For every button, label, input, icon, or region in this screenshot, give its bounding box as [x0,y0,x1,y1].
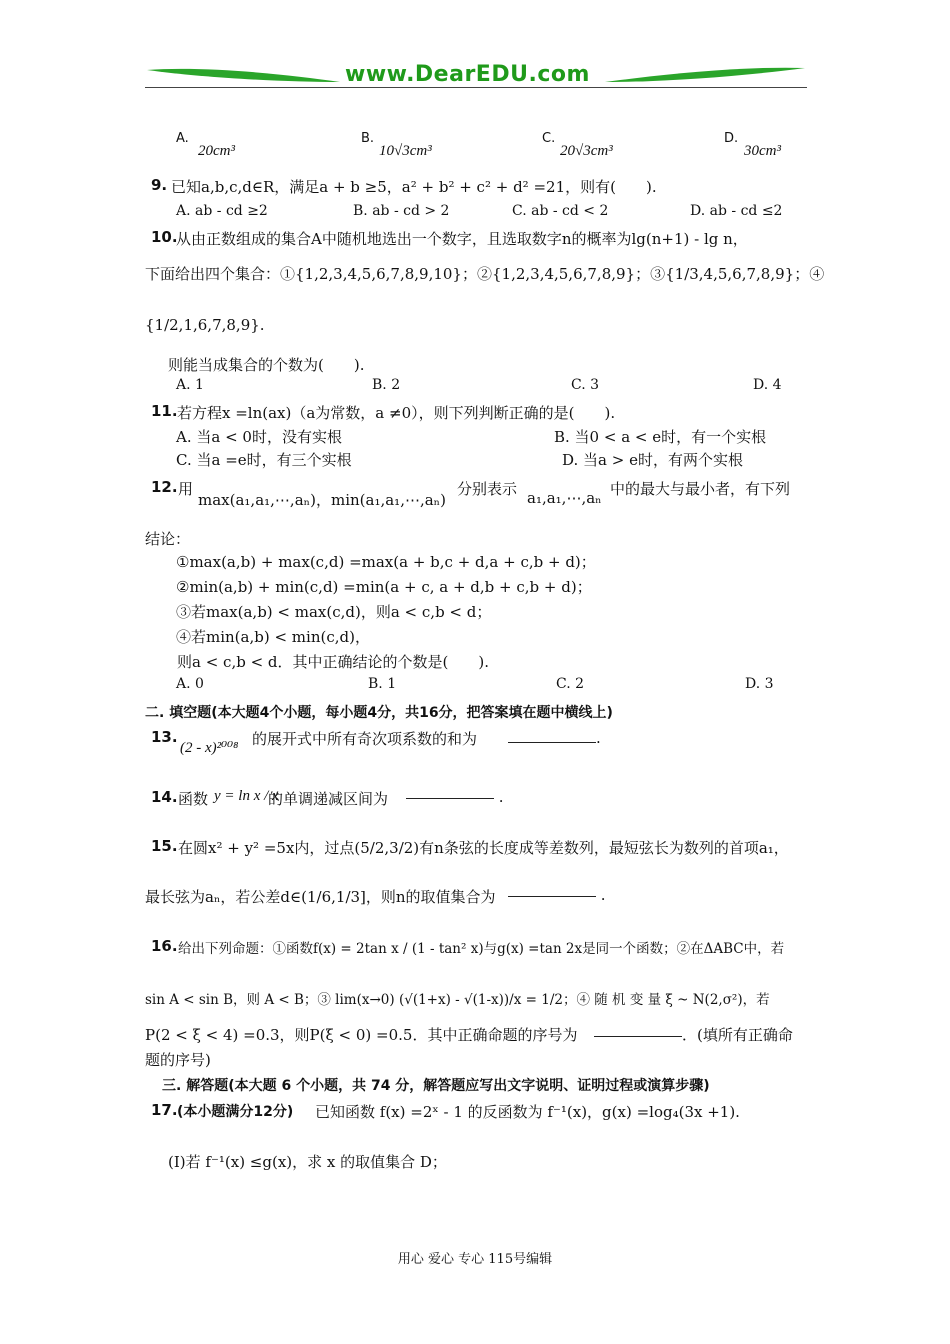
q16-line3b: ．(填所有正确命 [682,1026,793,1044]
q12-conclusion-5: 则a < c,b < d．其中正确结论的个数是( ). [177,653,489,671]
q16-number: 16. [151,937,178,955]
section-2-heading: 二. 填空题(本大题4个小题，每小题4分，共16分，把答案填在题中横线上) [145,705,613,721]
q16-line1: 给出下列命题：①函数f(x) = 2tan x / (1 - tan² x)与g(x) =tan 2x是同一个函数；②在ΔABC中，若 [178,941,785,957]
q10-line2: 下面给出四个集合：①{1,2,3,4,5,6,7,8,9,10}；②{1,2,3,4,5,6,7,8,9}；③{1/3,4,5,6,7,8,9}；④ [145,265,825,283]
q11-option-a: A. 当a < 0时，没有实根 [176,428,342,446]
q17-number: 17. [151,1101,178,1119]
q12-option-b: B. 1 [368,676,397,692]
q8-value-b: 10√3cm³ [379,143,432,159]
q12-line2: 结论： [145,530,191,548]
q12-seq: a₁,a₁,⋯,aₙ [527,489,602,507]
q15-line2: 最长弦为aₙ，若公差d∈(1/6,1/3]，则n的取值集合为 [145,888,496,906]
q8-option-d: D. [724,131,739,146]
q12-maxmin: max(a₁,a₁,⋯,aₙ)，min(a₁,a₁,⋯,aₙ) [198,491,447,509]
q8-option-a: A. [176,131,189,146]
q13-end: . [596,729,601,747]
site-title: www.DearEDU.com [345,62,590,87]
q15-line1: 在圆x² + y² =5x内，过点(5/2,3/2)有n条弦的长度成等差数列，最短弦长为数列的首项a₁， [178,839,789,857]
q15-number: 15. [151,837,178,855]
q12-option-a: A. 0 [176,676,204,692]
q12-conclusion-2: ②min(a,b) + min(c,d) =min(a + c, a + d,b + c,b + d)； [176,578,592,596]
q10-option-a: A. 1 [176,377,204,393]
q10-option-d: D. 4 [753,377,782,393]
q12-number: 12. [151,478,178,496]
q10-line1: 从由正数组成的集合A中随机地选出一个数字，且选取数字n的概率为lg(n+1) - lg n， [176,230,748,248]
q10-option-c: C. 3 [571,377,600,393]
q10-line3: {1/2,1,6,7,8,9}. [145,316,265,334]
q17-head: (本小题满分12分) [177,1104,294,1120]
q11-number: 11. [151,402,178,420]
q8-value-c: 20√3cm³ [560,143,613,159]
q9-option-c: C. ab - cd < 2 [512,203,609,219]
q10-line4: 则能当成集合的个数为( ). [168,356,365,374]
q17-part1: (Ⅰ)若 f⁻¹(x) ≤g(x)，求 x 的取值集合 D； [168,1153,447,1171]
header-rule [145,87,807,88]
q9-option-a: A. ab - cd ≥2 [176,203,268,219]
q13-text: 的展开式中所有奇次项系数的和为 [252,730,478,748]
q11-stem: 若方程x =ln(ax)（a为常数，a ≠0），则下列判断正确的是( ). [177,404,616,422]
q15-blank [508,886,606,904]
q9-stem: 已知a,b,c,d∈R，满足a + b ≥5，a² + b² + c² + d² =21，则有( ). [171,178,657,196]
q12-conclusion-1: ①max(a,b) + max(c,d) =max(a + b,c + d,a + c,b + d)； [176,553,596,571]
q17-line1: 已知函数 f(x) =2ˣ - 1 的反函数为 f⁻¹(x)，g(x) =log₄(3x +1). [315,1103,740,1121]
q11-option-c: C. 当a =e时，有三个实根 [176,451,352,469]
q8-value-d: 30cm³ [744,143,781,159]
q16-line3: P(2 < ξ < 4) =0.3，则P(ξ < 0) =0.5．其中正确命题的序号为 [145,1026,578,1044]
q16-blank [594,1024,793,1045]
page-footer: 用心 爱心 专心 115号编辑 [397,1252,553,1267]
section-3-heading: 三. 解答题(本大题 6 个小题，共 74 分，解答题应写出文字说明、证明过程或演算步骤) [162,1078,710,1094]
q14-end: . [498,788,504,806]
q14-text2: 的单调递减区间为 [268,790,389,808]
q14-expr: y = ln x / x [214,788,279,804]
q11-option-d: D. 当a > e时，有两个实根 [562,451,743,469]
q15-end: . [600,886,606,904]
q16-line2: sin A < sin B，则 A < B；③ lim(x→0) (√(1+x) - √(1-x))/x = 1/2；④ 随 机 变 量 ξ ~ N(2,σ²)，若 [145,992,770,1008]
q14-text1: 函数 [178,790,209,808]
q8-option-c: C. [542,131,556,146]
q16-line4: 题的序号) [145,1051,211,1069]
q10-option-b: B. 2 [372,377,401,393]
q12-text-c: 分别表示 [457,480,518,498]
q12-option-c: C. 2 [556,676,585,692]
q13-number: 13. [151,728,178,746]
q12-conclusion-4: ④若min(a,b) < min(c,d)， [176,628,370,646]
q12-text-e: 中的最大与最小者，有下列 [610,480,791,498]
q9-option-d: D. ab - cd ≤2 [690,203,783,219]
q8-option-b: B. [361,131,375,146]
header-banner [145,60,807,96]
q8-value-a: 20cm³ [198,143,235,159]
q13-blank [508,728,601,747]
q13-expr: (2 - x)²⁰⁰⁸ [180,740,239,756]
q14-blank [406,788,504,806]
q12-option-d: D. 3 [745,676,774,692]
q11-option-b: B. 当0 < a < e时，有一个实根 [554,428,767,446]
q9-option-b: B. ab - cd > 2 [353,203,450,219]
q12-conclusion-3: ③若max(a,b) < max(c,d)，则a < c,b < d； [176,603,492,621]
q10-number: 10. [151,228,178,246]
q14-number: 14. [151,788,178,806]
q9-number: 9. [151,176,168,194]
q12-text-a: 用 [178,480,194,498]
